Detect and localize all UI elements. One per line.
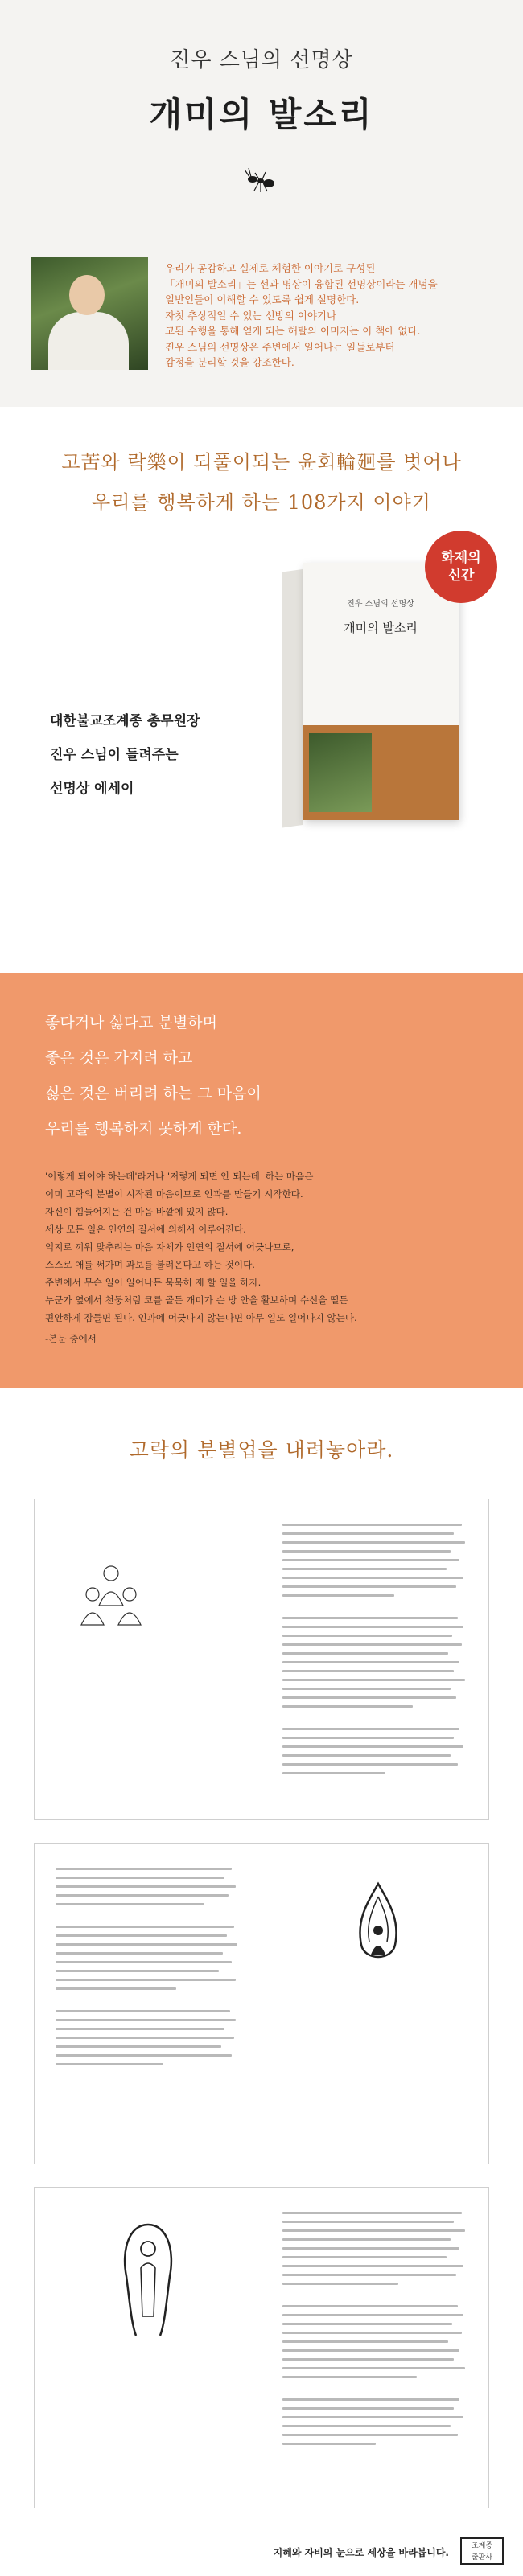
- publisher-seal-logo: [460, 2537, 504, 2565]
- quote-section: [0, 973, 523, 1388]
- poem-line: 우리를 행복하지 못하게 한다.: [45, 1120, 242, 1138]
- seal-line: 출판사: [471, 2553, 493, 2562]
- page-body-text: [282, 2212, 469, 2451]
- flame-meditation-illustration: [350, 1881, 406, 1977]
- cover-title: 개미의 발소리: [344, 621, 418, 635]
- excerpt-line: 주변에서 무슨 일이 일어나든 묵묵히 제 할 일을 하자.: [45, 1277, 262, 1288]
- book-tagline: [50, 704, 200, 806]
- excerpt-line: 세상 모든 일은 인연의 질서에 의해서 이루어진다.: [45, 1224, 246, 1235]
- excerpt-line: '이렇게 되어야 하는데'라거나 '저렇게 되면 안 되는데' 하는 마음은: [45, 1171, 314, 1182]
- book-cover-image: [282, 563, 459, 820]
- poem-line: 싫은 것은 버리려 하는 그 마음이: [45, 1085, 262, 1102]
- spread-left-page: [35, 2188, 262, 2508]
- page-spread: [34, 1843, 489, 2164]
- page-body-text: [56, 1868, 241, 2072]
- book-description: [165, 260, 503, 371]
- excerpt-line: 누군가 옆에서 천둥처럼 코를 골든 개미가 슨 방 안을 활보하며 수선을 떨든: [45, 1294, 348, 1306]
- spreads-title: 고락의 분별업을 내려놓아라.: [129, 1438, 394, 1462]
- spread-left-page: [35, 1844, 262, 2164]
- footer: [0, 2531, 523, 2576]
- page-spreads-section: [0, 1388, 523, 2508]
- description-line: 고된 수행을 통해 얻게 되는 해탈의 이미지는 이 책에 없다.: [165, 325, 421, 337]
- description-line: 일반인들이 이해할 수 있도록 쉽게 설명한다.: [165, 293, 360, 306]
- cover-subtitle: 진우 스님의 선명상: [347, 600, 414, 609]
- page-body-text: [282, 1524, 469, 1781]
- tagline-line: 진우 스님이 들려주는: [50, 747, 179, 763]
- catchphrase-section: [0, 407, 523, 523]
- description-line: 감정을 분리할 것을 강조한다.: [165, 356, 294, 368]
- excerpt-line: 스스로 애를 써가며 과보를 불러온다고 하는 것이다.: [45, 1259, 255, 1270]
- catchphrase-line: 고苦와 락樂이 되풀이되는 윤회輪廻를 벗어나: [61, 451, 462, 474]
- badge-line: 신간: [447, 568, 475, 584]
- description-line: 우리가 공감하고 실제로 체험한 이야기로 구성된: [165, 262, 376, 274]
- spread-right-page: [262, 1499, 488, 1819]
- cover-monk-photo: [309, 733, 372, 812]
- poem-block: [45, 1005, 478, 1146]
- excerpt-line: 억지로 끼워 맞추려는 마음 자체가 인연의 질서에 어긋나므로,: [45, 1241, 294, 1253]
- description-line: 자칫 추상적일 수 있는 선방의 이야기나: [165, 309, 337, 322]
- header-section: [0, 0, 523, 407]
- book-subtitle: 진우 스님의 선명상: [170, 48, 353, 72]
- excerpt-line: 이미 고락의 분별이 시작된 마음이므로 인과를 만들기 시작한다.: [45, 1188, 303, 1200]
- poem-line: 좋은 것은 가지려 하고: [45, 1049, 193, 1067]
- excerpt-block: [45, 1167, 478, 1347]
- book-title: 개미의 발소리: [149, 95, 374, 134]
- description-line: 「개미의 발소리」는 선과 명상이 융합된 선명상이라는 개념을: [165, 277, 438, 290]
- new-release-badge: [425, 531, 497, 603]
- poem-line: 좋다거나 싫다고 분별하며: [45, 1014, 217, 1032]
- excerpt-source: -본문 중에서: [45, 1333, 97, 1344]
- tagline-line: 대한불교조계종 총무원장: [50, 713, 200, 729]
- spread-right-page: [262, 2188, 488, 2508]
- spread-right-page: [262, 1844, 488, 2164]
- tagline-line: 선명상 에세이: [50, 781, 134, 797]
- monk-portrait-photo: [31, 257, 148, 370]
- badge-line: 화제의: [441, 550, 481, 566]
- catchphrase-line: 우리를 행복하게 하는 108가지 이야기: [92, 491, 431, 514]
- standing-figure-illustration: [112, 2220, 184, 2340]
- publisher-tagline: 지혜와 자비의 눈으로 세상을 바라봅니다.: [273, 2547, 449, 2558]
- ant-icon: [241, 165, 280, 197]
- seal-line: 조계종: [471, 2542, 493, 2550]
- description-line: 진우 스님의 선명상은 주변에서 일어나는 일들로부터: [165, 340, 395, 353]
- meditating-monks-illustration: [75, 1556, 147, 1644]
- spread-left-page: [35, 1499, 262, 1819]
- excerpt-line: 편안하게 잠들면 된다. 인과에 어긋나지 않는다면 아무 일도 일어나지 않는다.: [45, 1312, 357, 1323]
- excerpt-line: 자신이 힘들어지는 건 마음 바깥에 있지 않다.: [45, 1206, 229, 1217]
- page-spread: [34, 2187, 489, 2508]
- book-showcase: [0, 523, 523, 973]
- page-spread: [34, 1499, 489, 1820]
